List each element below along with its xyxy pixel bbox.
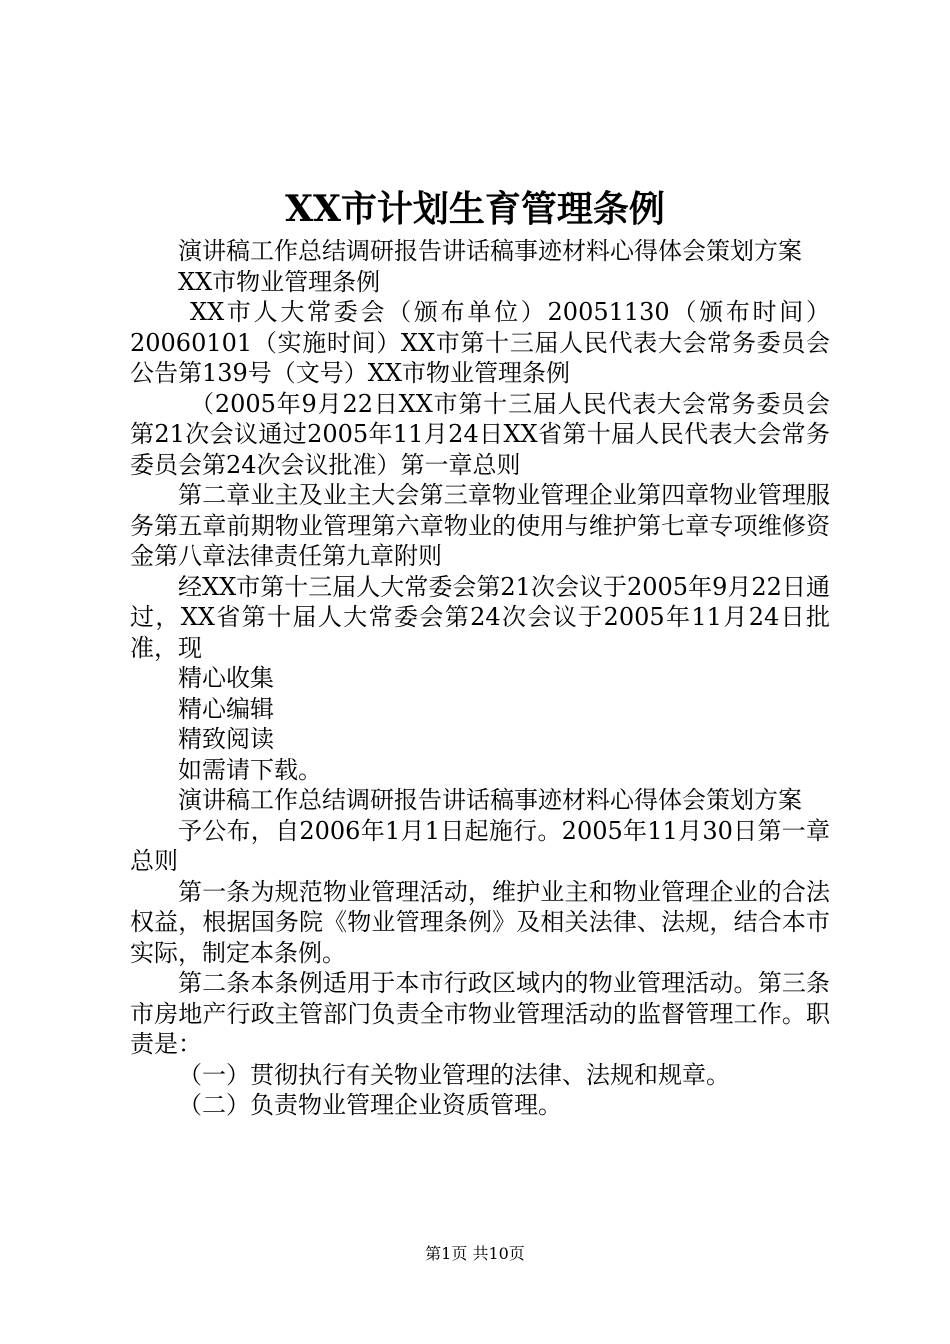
paragraph-chapters: 第二章业主及业主大会第三章物业管理企业第四章物业管理服务第五章前期物业管理第六章物业的使用与维护第七章专项维修资金第八章法律责任第九章附则 xyxy=(130,481,830,570)
paragraph-reading: 精致阅读 xyxy=(178,725,274,753)
paragraph-approval: 经XX市第十三届人大常委会第21次会议于2005年9月22日通过，XX省第十届人大常委会第24次会议于2005年11月24日批准，现 xyxy=(130,572,830,662)
document-body xyxy=(130,236,830,1121)
paragraph-edited: 精心编辑 xyxy=(178,694,274,723)
paragraph-publication: 予公布，自2006年1月1日起施行。2005年11月30日第一章总则 xyxy=(130,816,830,875)
paragraph-duty-1: （一）贯彻执行有关物业管理的法律、法规和规章。 xyxy=(178,1060,730,1089)
page-number-footer: 第1页 共10页 xyxy=(425,1244,525,1263)
paragraph-article-2-3: 第二条本条例适用于本市行政区域内的物业管理活动。第三条市房地产行政主管部门负责全市物业管理活动的监督管理工作。职责是： xyxy=(130,969,830,1058)
paragraph-adoption: （2005年9月22日XX市第十三届人民代表大会常务委员会第21次会议通过2005年11月24日XX省第十届人民代表大会常务委员会第24次会议批准）第一章总则 xyxy=(130,389,830,479)
paragraph-header-banner-repeat: 演讲稿工作总结调研报告讲话稿事迹材料心得体会策划方案 xyxy=(178,786,802,814)
paragraph-collected: 精心收集 xyxy=(178,664,274,692)
page-title: XX市计划生育管理条例 xyxy=(285,188,665,230)
paragraph-issuer: XX市人大常委会（颁布单位）20051130（颁布时间）20060101（实施时间）XX市第十三届人民代表大会常务委员会公告第139号（文号）XX市物业管理条例 xyxy=(130,298,830,387)
paragraph-duty-2: （二）负责物业管理企业资质管理。 xyxy=(178,1091,562,1119)
paragraph-download: 如需请下载。 xyxy=(178,755,322,784)
paragraph-regulation-name: XX市物业管理条例 xyxy=(178,267,381,296)
paragraph-article-1: 第一条为规范物业管理活动，维护业主和物业管理企业的合法权益，根据国务院《物业管理条例》及相关法律、法规，结合本市实际，制定本条例。 xyxy=(130,877,830,967)
paragraph-header-banner: 演讲稿工作总结调研报告讲话稿事迹材料心得体会策划方案 xyxy=(178,237,802,265)
